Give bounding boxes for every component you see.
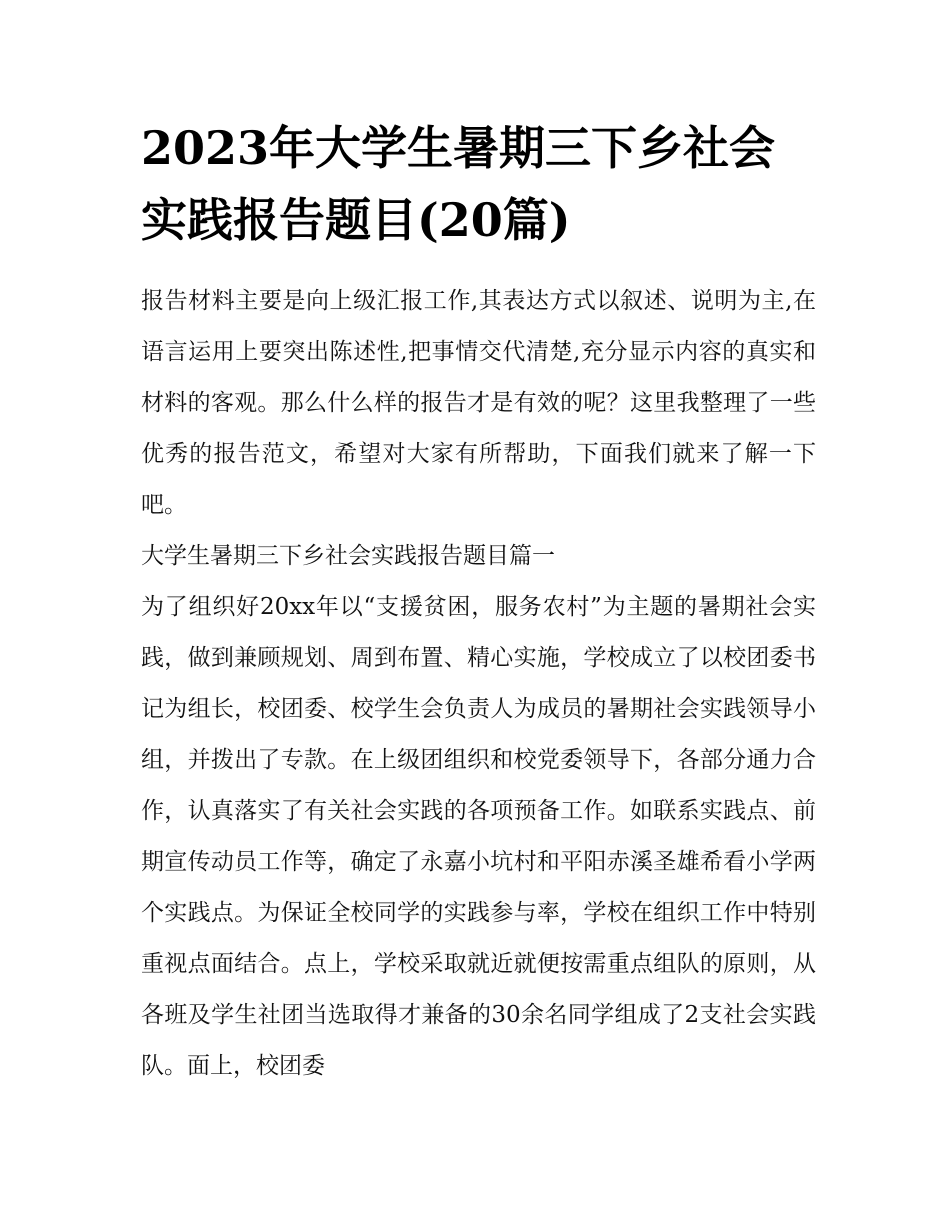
document-content [141, 112, 816, 1092]
document-body [141, 276, 816, 1092]
section-heading: 大学生暑期三下乡社会实践报告题目篇一 [141, 543, 555, 569]
title-line-2: 实践报告题目(20篇) [141, 193, 571, 247]
section-paragraph: 为了组织好20xx年以“支援贫困，服务农村”为主题的暑期社会实践，做到兼顾规划、周到布置、精心实施，学校成立了以校团委书记为组长，校团委、校学生会负责人为成员的暑期社会实践领导小组，并拨出了专款。在上级团组织和校党委领导下，各部分通力合作，认真落实了有关社会实践的各项预备工作。如联系实践点、前期宣传动员工作等，确定了永嘉小坑村和平阳赤溪圣雄希看小学两个实践点。为保证全校同学的实践参与率，学校在组织工作中特别重视点面结合。点上，学校采取就近就便按需重点组队的原则，从各班及学生社团当选取得才兼备的30余名同学组成了2支社会实践队。面上，校团委 [141, 594, 816, 1079]
title-line-1: 2023年大学生暑期三下乡社会 [141, 121, 776, 175]
intro-paragraph: 报告材料主要是向上级汇报工作,其表达方式以叙述、说明为主,在语言运用上要突出陈述性,把事情交代清楚,充分显示内容的真实和材料的客观。那么什么样的报告才是有效的呢？这里我整理了一些优秀的报告范文，希望对大家有所帮助，下面我们就来了解一下吧。 [141, 288, 816, 518]
document-title [141, 112, 816, 256]
